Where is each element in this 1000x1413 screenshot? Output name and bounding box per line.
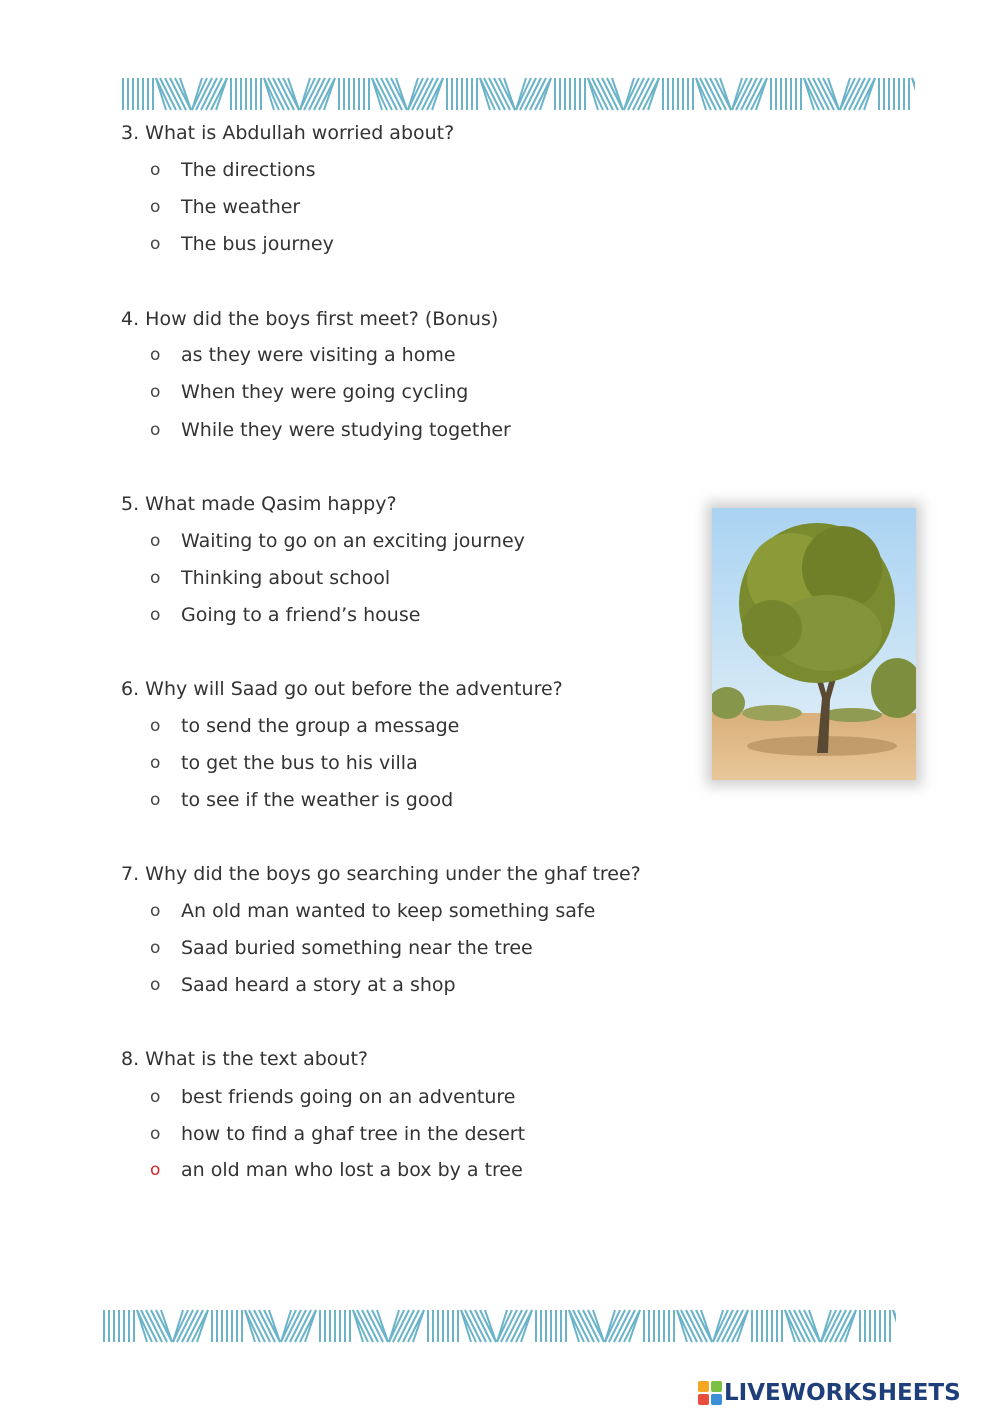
radio-bullet[interactable]: o: [150, 234, 161, 254]
decorative-band-bottom: [101, 1308, 896, 1344]
radio-bullet[interactable]: o: [150, 716, 161, 736]
option-label: to get the bus to his villa: [181, 752, 418, 774]
option-label: an old man who lost a box by a tree: [181, 1159, 523, 1181]
radio-bullet[interactable]: o: [150, 1124, 161, 1144]
radio-bullet[interactable]: o: [150, 420, 161, 440]
question-6: 6. Why will Saad go out before the adventure?: [121, 678, 563, 700]
radio-bullet[interactable]: o: [150, 382, 161, 402]
question-7: 7. Why did the boys go searching under the ghaf tree?: [121, 863, 641, 885]
question-5: 5. What made Qasim happy?: [121, 493, 397, 515]
radio-bullet[interactable]: o: [150, 975, 161, 995]
radio-bullet[interactable]: o: [150, 1087, 161, 1107]
radio-bullet[interactable]: o: [150, 197, 161, 217]
option-label: An old man wanted to keep something safe: [181, 900, 596, 922]
option-label: The directions: [181, 159, 316, 181]
option-label: When they were going cycling: [181, 381, 469, 403]
option-label: Thinking about school: [181, 567, 391, 589]
radio-bullet[interactable]: o: [150, 790, 161, 810]
liveworksheets-logo[interactable]: [698, 1378, 994, 1408]
option-label: to see if the weather is good: [181, 789, 454, 811]
option-label: how to find a ghaf tree in the desert: [181, 1123, 526, 1145]
option-label: While they were studying together: [181, 419, 511, 441]
question-4: 4. How did the boys first meet? (Bonus): [121, 308, 499, 330]
liveworksheets-logo-icon: [698, 1381, 722, 1405]
option-label: The bus journey: [181, 233, 334, 255]
option-label: Saad buried something near the tree: [181, 937, 533, 959]
radio-bullet[interactable]: o: [150, 938, 161, 958]
radio-bullet[interactable]: o: [150, 605, 161, 625]
option-label: Saad heard a story at a shop: [181, 974, 456, 996]
option-label: Going to a friend’s house: [181, 604, 421, 626]
radio-bullet[interactable]: o: [150, 901, 161, 921]
radio-bullet[interactable]: o: [150, 531, 161, 551]
option-label: best friends going on an adventure: [181, 1086, 516, 1108]
radio-bullet[interactable]: o: [150, 345, 161, 365]
radio-bullet[interactable]: o: [150, 753, 161, 773]
radio-bullet[interactable]: o: [150, 160, 161, 180]
option-label: Waiting to go on an exciting journey: [181, 530, 525, 552]
option-label: The weather: [181, 196, 301, 218]
decorative-band-top: [120, 76, 915, 112]
radio-bullet-selected[interactable]: o: [150, 1160, 161, 1180]
option-label: as they were visiting a home: [181, 344, 456, 366]
question-8: 8. What is the text about?: [121, 1048, 369, 1070]
option-label: to send the group a message: [181, 715, 460, 737]
ghaf-tree-photo: [712, 508, 916, 780]
liveworksheets-logo-text: LIVEWORKSHEETS: [724, 1380, 961, 1406]
question-3: 3. What is Abdullah worried about?: [121, 122, 455, 144]
radio-bullet[interactable]: o: [150, 568, 161, 588]
